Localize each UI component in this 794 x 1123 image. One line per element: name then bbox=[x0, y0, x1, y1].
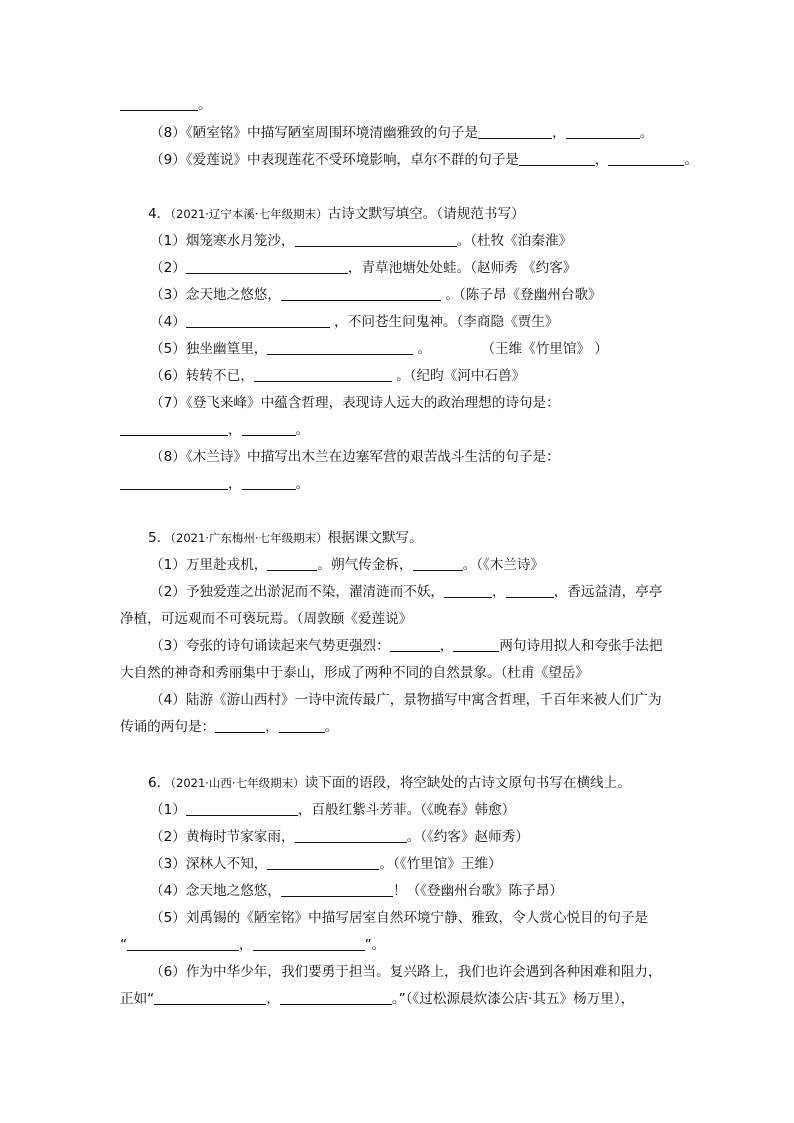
blank[interactable] bbox=[279, 720, 325, 733]
blank[interactable] bbox=[120, 98, 198, 111]
question-line: （4）念天地之悠悠， ！（《登幽州台歌》陈子昂） bbox=[150, 883, 563, 899]
section-heading-4: 4．（2021·辽宁本溪·七年级期末）古诗文默写填空。（请规范书写） bbox=[148, 206, 525, 222]
question-line: （7）《登飞来峰》中蕴含哲理，表现诗人远大的政治理想的诗句是： bbox=[150, 395, 560, 411]
blank[interactable] bbox=[127, 938, 239, 951]
blank[interactable] bbox=[281, 884, 393, 897]
answer-line: 。 bbox=[120, 96, 794, 114]
question-line: 净植，可远观而不可亵玩焉。（周敦颐《爱莲说》 bbox=[120, 611, 413, 627]
blank[interactable] bbox=[295, 234, 457, 247]
blank[interactable] bbox=[478, 126, 552, 139]
blank[interactable] bbox=[186, 803, 298, 816]
question-line: （5）独坐幽篁里， 。 （王维《竹里馆》 ） bbox=[150, 341, 608, 357]
question-line: （5）刘禹锡的《陋室铭》中描写居室自然环境宁静、雅致，令人赏心悦目的句子是 bbox=[150, 910, 649, 926]
blank[interactable] bbox=[506, 585, 554, 598]
question-line: （9）《爱莲说》中表现莲花不受环境影响，卓尔不群的句子是 ， 。 bbox=[150, 152, 699, 168]
blank[interactable] bbox=[390, 639, 440, 652]
question-line: （3）深林人不知， 。（《竹里馆》王维） bbox=[150, 856, 502, 872]
question-line: （6）转转不已， 。（纪昀《河中石兽》 bbox=[150, 368, 526, 384]
blank[interactable] bbox=[254, 369, 392, 382]
question-line: （1）万里赴戎机， 。朔气传金柝， 。（《木兰诗》 bbox=[150, 557, 545, 573]
blank[interactable] bbox=[281, 288, 441, 301]
answer-line: ， 。 bbox=[120, 475, 794, 493]
question-line: （6）作为中华少年，我们要勇于担当。复兴路上，我们也许会遇到各种困难和阻力， bbox=[150, 964, 662, 980]
question-line: （4） ，不问苍生问鬼神。（李商隐《贾生》 bbox=[150, 314, 559, 330]
blank[interactable] bbox=[444, 585, 492, 598]
blank[interactable] bbox=[120, 477, 228, 490]
blank[interactable] bbox=[566, 126, 640, 139]
blank[interactable] bbox=[186, 261, 348, 274]
blank[interactable] bbox=[120, 423, 228, 436]
blank[interactable] bbox=[519, 153, 595, 166]
question-line: （2） ，青草池塘处处蛙。（赵师秀 《约客》 bbox=[150, 260, 577, 276]
question-line: （1）烟笼寒水月笼沙， 。（杜牧《泊秦淮》 bbox=[150, 233, 573, 249]
blank[interactable] bbox=[267, 342, 413, 355]
blank[interactable] bbox=[154, 992, 266, 1005]
blank[interactable] bbox=[280, 992, 392, 1005]
question-line: （3）夸张的诗句诵读起来气势更强烈： ， 两句诗用拟人和夸张手法把 bbox=[150, 638, 663, 654]
answer-line: 正如“ ， 。”（《过松源晨炊漆公店·其五》杨万里）， bbox=[120, 991, 635, 1007]
blank[interactable] bbox=[242, 423, 296, 436]
blank[interactable] bbox=[608, 153, 684, 166]
blank[interactable] bbox=[295, 830, 407, 843]
question-line: 大自然的神奇和秀丽集中于泰山，形成了两种不同的自然景象。（杜甫《望岳》 bbox=[120, 665, 589, 681]
question-line: （4）陆游《游山西村》一诗中流传最广，景物描写中寓含哲理，千百年来被人们广为 bbox=[150, 692, 662, 708]
section-heading-5: 5．（2021·广东梅州·七年级期末）根据课文默写。 bbox=[148, 530, 423, 546]
question-line: （8）《陋室铭》中描写陋室周围环境清幽雅致的句子是 ， 。 bbox=[150, 125, 654, 141]
blank[interactable] bbox=[242, 477, 296, 490]
section-heading-6: 6．（2021·山西·七年级期末）读下面的语段，将空缺处的古诗文原句书写在横线上。 bbox=[148, 775, 631, 791]
blank[interactable] bbox=[215, 720, 265, 733]
question-line: （2）予独爱莲之出淤泥而不染，濯清涟而不妖， ， ，香远益清，亭亭 bbox=[150, 584, 663, 600]
blank[interactable] bbox=[267, 857, 379, 870]
answer-line: “ ， ”。 bbox=[120, 937, 386, 953]
blank[interactable] bbox=[453, 639, 499, 652]
answer-line: 传诵的两句是： ， 。 bbox=[120, 719, 339, 735]
question-line: （1） ，百般红紫斗芳菲。（《晚春》韩愈） bbox=[150, 802, 516, 818]
answer-line: ， 。 bbox=[120, 421, 794, 439]
blank[interactable] bbox=[267, 558, 317, 571]
question-line: （2）黄梅时节家家雨， 。（《约客》赵师秀） bbox=[150, 829, 529, 845]
blank[interactable] bbox=[413, 558, 463, 571]
question-line: （8）《木兰诗》中描写出木兰在边塞军营的艰苦战斗生活的句子是： bbox=[150, 449, 560, 465]
question-line: （3）念天地之悠悠， 。（陈子昂《登幽州台歌》 bbox=[150, 287, 602, 303]
blank[interactable] bbox=[253, 938, 365, 951]
blank[interactable] bbox=[186, 315, 330, 328]
